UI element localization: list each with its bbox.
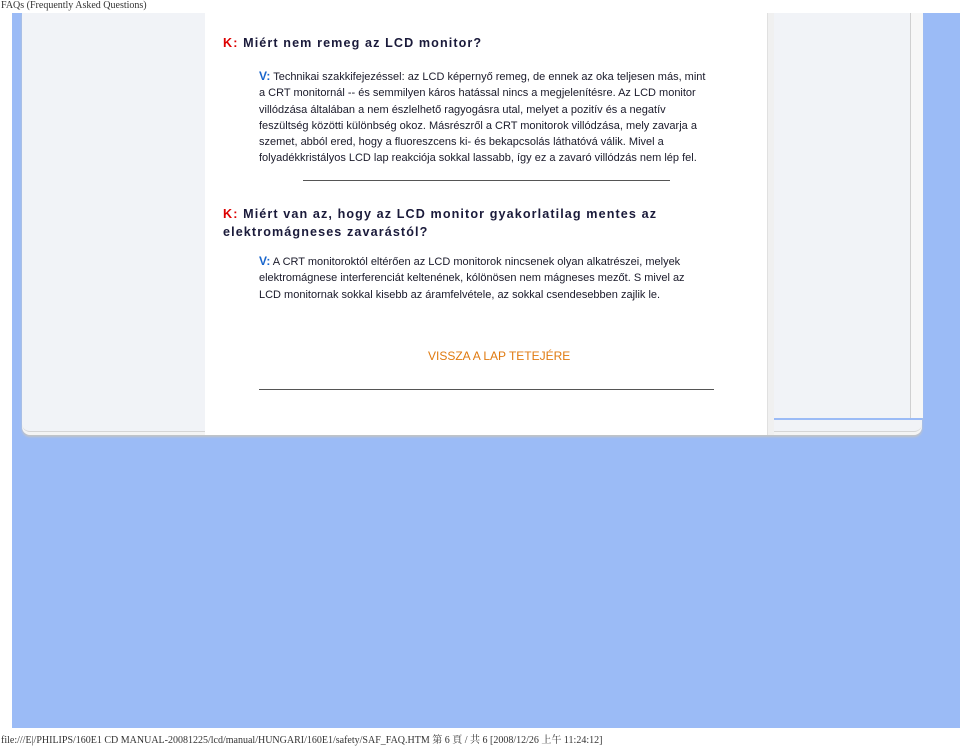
answer-text: A CRT monitoroktól eltérően az LCD monitorok nincsenek olyan alkatrészei, melyek elektromágnese interferenciát keltenének, kólönösen nem mágneses mezőt. S mivel az LCD monitornak sokkal kisebb az áramfelvétele, az sokkal csendesebben zajlik le. — [259, 256, 685, 301]
question-prefix: K: — [223, 36, 239, 50]
question-text: Miért van az, hogy az LCD monitor gyakorlatilag mentes az elektromágneses zavarástól? — [223, 207, 658, 239]
answer-prefix: V: — [259, 254, 271, 268]
frame-right-rail — [910, 13, 923, 418]
faq-answer-1 — [259, 68, 709, 167]
back-to-top-link[interactable]: VISSZA A LAP TETEJÉRE — [428, 349, 571, 363]
divider — [259, 389, 714, 390]
faq-answer-2 — [259, 253, 709, 303]
faq-question-2 — [223, 205, 763, 241]
faq-question-1 — [223, 34, 743, 52]
question-text: Miért nem remeg az LCD monitor? — [238, 36, 483, 50]
page-header: FAQs (Frequently Asked Questions) — [1, 0, 147, 11]
answer-text: Technikai szakkifejezéssel: az LCD képernyő remeg, de ennek az oka teljesen más, mint a CRT monitornál -- és semmilyen káros hatással nincs a megjelenítésre. Az LCD monitor villódzása általában a nem észlelhető ragyogásra utal, melyet a pozitív és a negatív feszültség közötti különbség okoz. Másrészről a CRT monitorok villódzása, mely zavarja a szemet, abból ered, hogy a fluoreszcens ki- és bekapcsolás láthatóvá válik. Mivel a folyadékkristályos LCD lap reakciója sokkal lassabb, így ez a zavaró villódzás nem lép fel. — [259, 71, 706, 165]
question-prefix: K: — [223, 207, 239, 221]
frame-bottom-strip — [767, 418, 922, 420]
page-footer: file:///E|/PHILIPS/160E1 CD MANUAL-20081225/lcd/manual/HUNGARI/160E1/safety/SAF_FAQ.HTM 第 6 頁 / 共 6 [2008/12/26 上午 11:24:12] — [1, 735, 603, 746]
divider — [303, 180, 670, 181]
answer-prefix: V: — [259, 69, 271, 83]
content-right-edge — [767, 13, 774, 435]
